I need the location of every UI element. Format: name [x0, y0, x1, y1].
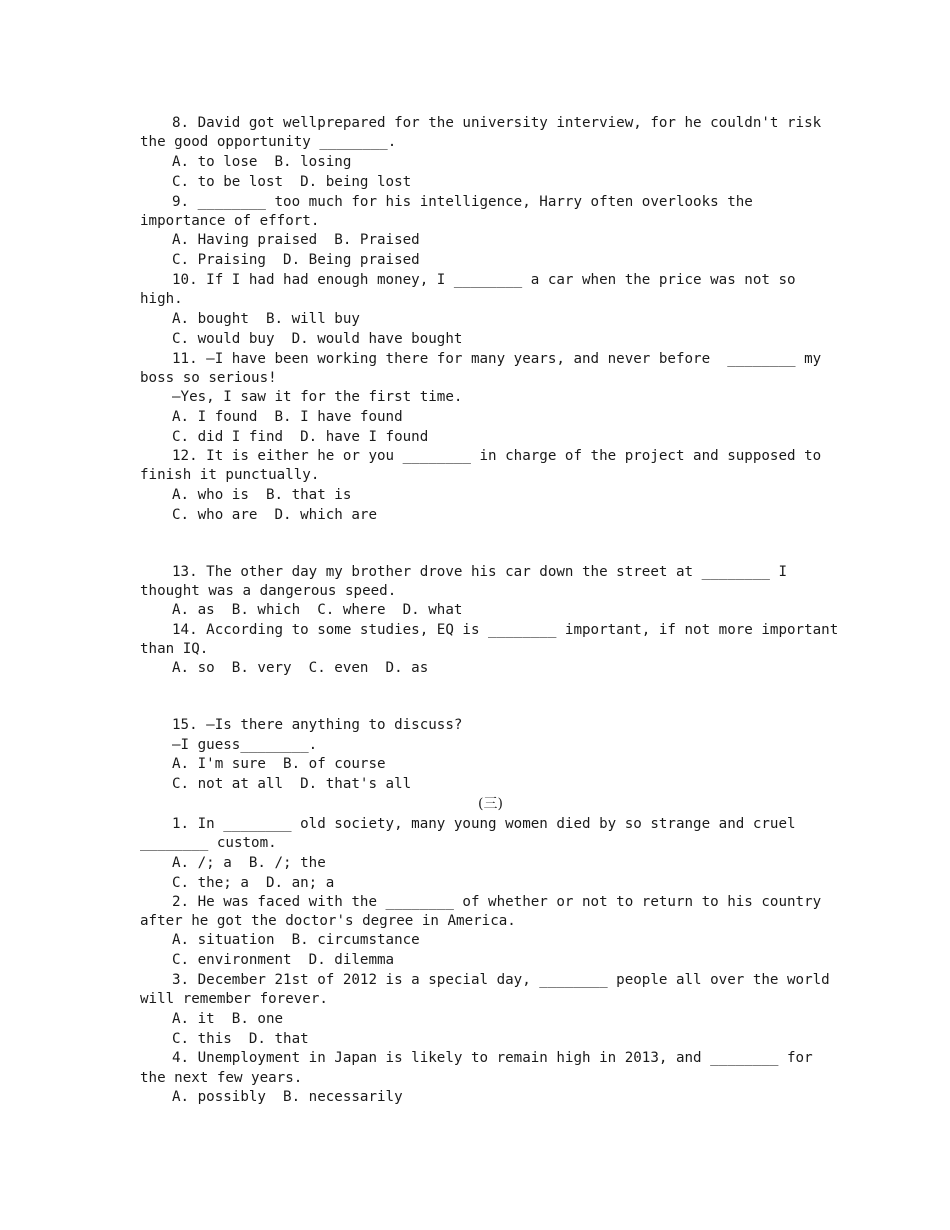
- q8-stem-line2: the good opportunity ________.: [140, 134, 397, 150]
- q10-stem-line1: 10. If I had had enough money, I ________ a car when the price was not so: [172, 272, 796, 288]
- s3-q1-options-ab: A. /; a B. /; the: [172, 855, 326, 871]
- q11-options-ab: A. I found B. I have found: [172, 409, 403, 425]
- q10-options-ab: A. bought B. will buy: [172, 311, 360, 327]
- q13-stem-line2: thought was a dangerous speed.: [140, 583, 397, 599]
- q11-stem-line1: 11. —I have been working there for many years, and never before ________ my: [172, 351, 822, 367]
- q11-stem-line2: boss so serious!: [140, 370, 277, 386]
- q15-options-ab: A. I'm sure B. of course: [172, 756, 386, 772]
- q15-stem-line2: —I guess________.: [172, 737, 318, 753]
- q12-stem-line2: finish it punctually.: [140, 467, 320, 483]
- q8-options-ab: A. to lose B. losing: [172, 154, 352, 170]
- s3-q3-options-ab: A. it B. one: [172, 1011, 284, 1027]
- q12-options-cd: C. who are D. which are: [172, 507, 377, 523]
- s3-q1-options-cd: C. the; a D. an; a: [172, 875, 335, 891]
- q12-stem-line1: 12. It is either he or you ________ in charge of the project and supposed to: [172, 448, 822, 464]
- s3-q3-stem-line2: will remember forever.: [140, 991, 328, 1007]
- q10-options-cd: C. would buy D. would have bought: [172, 331, 463, 347]
- q9-options-ab: A. Having praised B. Praised: [172, 232, 420, 248]
- s3-q3-stem-line1: 3. December 21st of 2012 is a special day, ________ people all over the world: [172, 972, 830, 988]
- q8-options-cd: C. to be lost D. being lost: [172, 174, 412, 190]
- q15-stem-line1: 15. —Is there anything to discuss?: [172, 717, 463, 733]
- s3-q1-stem-line1: 1. In ________ old society, many young women died by so strange and cruel: [172, 816, 796, 832]
- q9-options-cd: C. Praising D. Being praised: [172, 252, 420, 268]
- s3-q4-stem-line1: 4. Unemployment in Japan is likely to remain high in 2013, and ________ for: [172, 1050, 813, 1066]
- q12-options-ab: A. who is B. that is: [172, 487, 352, 503]
- s3-q2-options-cd: C. environment D. dilemma: [172, 952, 395, 968]
- q14-stem-line2: than IQ.: [140, 641, 209, 657]
- q8-stem-line1: 8. David got wellprepared for the university interview, for he couldn't risk: [172, 115, 822, 131]
- q9-stem-line1: 9. ________ too much for his intelligence, Harry often overlooks the: [172, 194, 753, 210]
- q14-options: A. so B. very C. even D. as: [172, 660, 429, 676]
- q14-stem-line1: 14. According to some studies, EQ is ________ important, if not more important: [172, 622, 839, 638]
- section-heading: (三): [478, 796, 503, 812]
- s3-q4-options-ab: A. possibly B. necessarily: [172, 1089, 403, 1105]
- s3-q3-options-cd: C. this D. that: [172, 1031, 309, 1047]
- q13-options: A. as B. which C. where D. what: [172, 602, 463, 618]
- q9-stem-line2: importance of effort.: [140, 213, 320, 229]
- q13-stem-line1: 13. The other day my brother drove his car down the street at ________ I: [172, 564, 787, 580]
- q11-reply: —Yes, I saw it for the first time.: [172, 389, 463, 405]
- q11-options-cd: C. did I find D. have I found: [172, 429, 429, 445]
- q15-options-cd: C. not at all D. that's all: [172, 776, 412, 792]
- s3-q1-stem-line2: ________ custom.: [140, 835, 277, 851]
- s3-q4-stem-line2: the next few years.: [140, 1070, 303, 1086]
- q10-stem-line2: high.: [140, 291, 183, 307]
- s3-q2-options-ab: A. situation B. circumstance: [172, 932, 420, 948]
- s3-q2-stem-line2: after he got the doctor's degree in America.: [140, 913, 516, 929]
- s3-q2-stem-line1: 2. He was faced with the ________ of whether or not to return to his country: [172, 894, 822, 910]
